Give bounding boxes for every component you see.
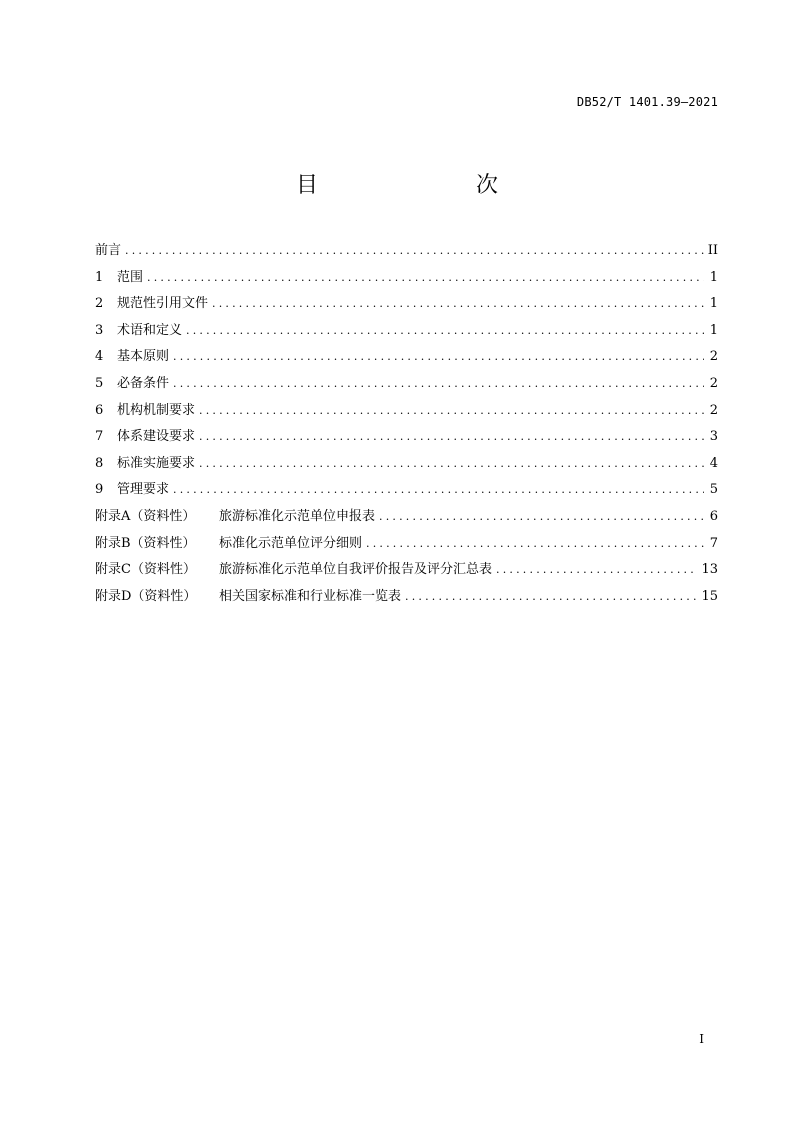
toc-entry-section-9[interactable]	[95, 477, 718, 504]
toc-entry-number: 4	[95, 349, 104, 365]
toc-entry-page: 3	[709, 429, 718, 445]
dot-leader	[199, 424, 704, 450]
toc-entry-title: 标准实施要求	[117, 455, 196, 471]
toc-entry-title: 必备条件	[117, 375, 170, 391]
toc-entry-title: 机构机制要求	[117, 402, 196, 418]
toc-entry-number: 2	[95, 296, 104, 312]
dot-leader	[173, 371, 704, 397]
toc-entry-page: 6	[709, 508, 718, 524]
toc-entry-number: 7	[95, 429, 104, 445]
toc-entry-appendix-tag: 附录B（资料性）	[95, 535, 196, 551]
page-number: I	[699, 1032, 704, 1046]
toc-entry-section-3[interactable]	[95, 318, 718, 345]
toc-entry-appendix-c[interactable]	[95, 557, 718, 584]
toc-entry-page: 2	[709, 349, 718, 365]
table-of-contents	[95, 238, 718, 610]
toc-entry-appendix-tag: 附录C（资料性）	[95, 562, 196, 578]
toc-entry-title: 旅游标准化示范单位自我评价报告及评分汇总表	[219, 562, 493, 578]
toc-entry-number: 3	[95, 322, 104, 338]
dot-leader	[379, 504, 704, 530]
toc-entry-page: 2	[709, 375, 718, 391]
toc-entry-number: 8	[95, 455, 104, 471]
toc-entry-page: 4	[709, 455, 718, 471]
toc-entry-title: 范围	[117, 269, 144, 285]
toc-entry-page: 7	[709, 535, 718, 551]
toc-entry-appendix-a[interactable]	[95, 504, 718, 531]
toc-entry-number: 6	[95, 402, 104, 418]
toc-entry-title: 规范性引用文件	[117, 296, 209, 312]
toc-entry-title: 前言	[95, 243, 122, 258]
toc-entry-section-5[interactable]	[95, 371, 718, 398]
toc-entry-page: 1	[709, 296, 718, 312]
toc-entry-page: 13	[701, 562, 718, 578]
toc-entry-appendix-tag: 附录D（资料性）	[95, 588, 197, 604]
toc-entry-page: 5	[709, 482, 718, 498]
dot-leader	[186, 318, 704, 344]
toc-entry-title: 体系建设要求	[117, 429, 196, 445]
toc-entry-page: 2	[709, 402, 718, 418]
dot-leader	[366, 531, 704, 557]
toc-entry-title: 基本原则	[117, 349, 170, 365]
toc-entry-number: 9	[95, 482, 104, 498]
toc-entry-appendix-b[interactable]	[95, 531, 718, 558]
dot-leader	[199, 398, 704, 424]
toc-entry-page: 15	[701, 588, 718, 604]
toc-entry-title: 相关国家标准和行业标准一览表	[219, 588, 402, 604]
toc-entry-number: 1	[95, 269, 104, 285]
toc-entry-section-7[interactable]	[95, 424, 718, 451]
toc-entry-section-4[interactable]	[95, 344, 718, 371]
page-title: 目 次	[295, 173, 536, 198]
dot-leader	[173, 344, 704, 370]
toc-entry-page: II	[707, 243, 718, 258]
dot-leader	[212, 291, 704, 317]
toc-entry-section-8[interactable]	[95, 451, 718, 478]
toc-entry-appendix-d[interactable]	[95, 584, 718, 611]
dot-leader	[125, 238, 704, 264]
dot-leader	[173, 477, 704, 503]
dot-leader	[147, 265, 704, 291]
standard-code: DB52/T 1401.39—2021	[576, 95, 718, 109]
toc-entry-title: 旅游标准化示范单位申报表	[219, 508, 376, 524]
toc-entry-foreword[interactable]	[95, 238, 718, 265]
toc-entry-number: 5	[95, 375, 104, 391]
toc-entry-title: 管理要求	[117, 482, 170, 498]
toc-entry-title: 标准化示范单位评分细则	[219, 535, 363, 551]
toc-entry-appendix-tag: 附录A（资料性）	[95, 508, 196, 524]
toc-entry-section-1[interactable]	[95, 265, 718, 292]
toc-entry-page: 1	[709, 269, 718, 285]
toc-entry-section-6[interactable]	[95, 398, 718, 425]
dot-leader	[199, 451, 704, 477]
toc-entry-section-2[interactable]	[95, 291, 718, 318]
dot-leader	[496, 557, 697, 583]
toc-entry-page: 1	[709, 322, 718, 338]
dot-leader	[405, 584, 697, 610]
toc-entry-title: 术语和定义	[117, 322, 183, 338]
